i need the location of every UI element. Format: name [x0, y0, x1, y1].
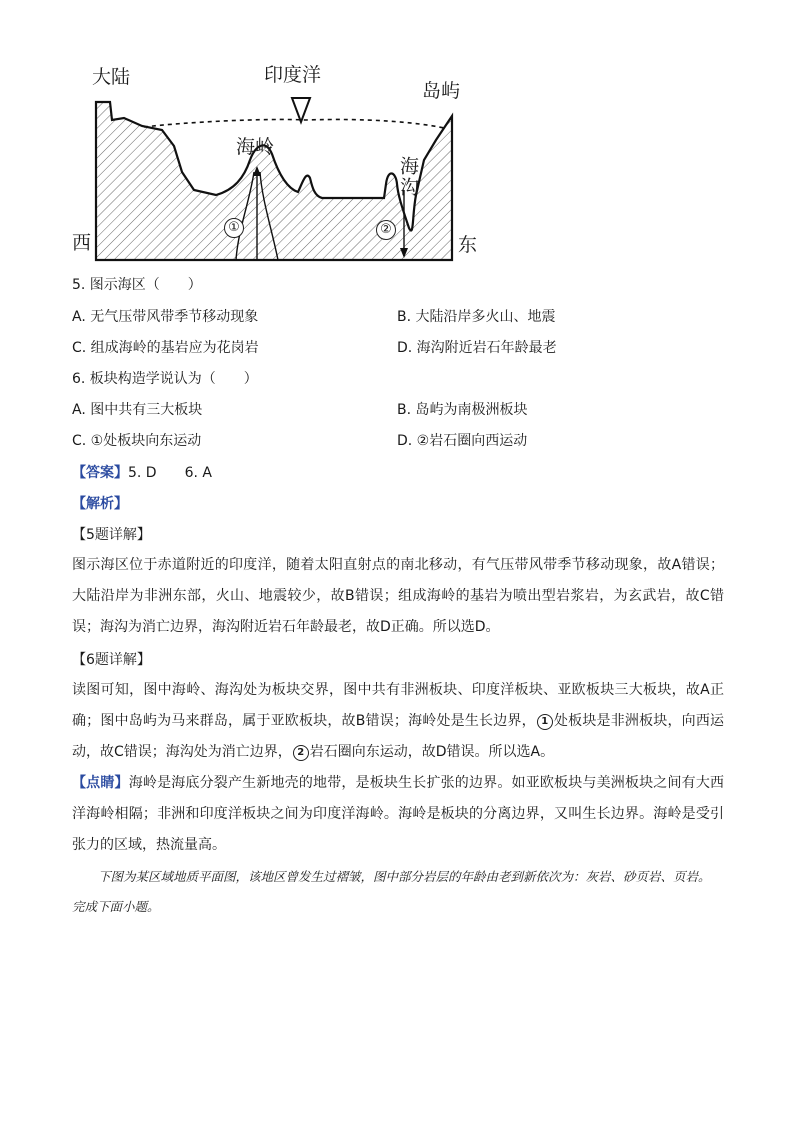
label-ocean-trench: 海沟: [397, 156, 419, 198]
tip-paragraph: [72, 768, 724, 861]
detail5-body: 图示海区位于赤道附近的印度洋，随着太阳直射点的南北移动，有气压带风带季节移动现象，故A错误；大陆沿岸为非洲东部，火山、地震较少，故B错误；组成海岭的基岩为喷出型岩浆岩，为玄武岩，故C错误；海沟为消亡边界，海沟附近岩石年龄最老，故D正确。所以选D。: [72, 557, 724, 635]
circled-1: 1: [537, 714, 553, 730]
sea-surface: [144, 119, 444, 128]
q6-option-b: B. 岛屿为南极洲板块: [397, 402, 528, 418]
q6-stem: 6. 板块构造学说认为（ ）: [72, 371, 258, 387]
label-island: 岛屿: [422, 80, 461, 102]
label-continent: 大陆: [92, 66, 131, 88]
detail6-part3: 岩石圈向东运动，故D错误。所以选A。: [309, 744, 555, 760]
detail5-heading: 【5题详解】: [72, 527, 151, 543]
ocean-cross-section-diagram: [66, 60, 486, 270]
q5-option-c: C. 组成海岭的基岩应为花岗岩: [72, 340, 259, 356]
detail6-body: [72, 675, 724, 768]
q6-option-a: A. 图中共有三大板块: [72, 402, 203, 418]
q6-option-c: C. ①处板块向东运动: [72, 433, 202, 449]
marker-2: ②: [376, 220, 396, 240]
label-east: 东: [458, 234, 478, 256]
detail6-part2: 处板块是非洲板块，向西运动，故C错误；海沟处为消亡边界，: [72, 713, 725, 760]
water-level-marker: [292, 98, 310, 122]
q5-option-d: D. 海沟附近岩石年龄最老: [397, 340, 557, 356]
next-question-context: 下图为某区域地质平面图，该地区曾发生过褶皱，图中部分岩层的年龄由老到新依次为：灰岩、砂页岩、页岩。完成下面小题。: [72, 869, 711, 914]
circled-2: 2: [293, 745, 309, 761]
analysis-label: 【解析】: [72, 496, 128, 512]
label-indian-ocean: 印度洋: [264, 64, 322, 86]
answer-line: [72, 466, 212, 480]
tip-label: 【点睛】: [72, 775, 129, 791]
label-ocean-ridge: 海岭: [236, 136, 275, 158]
label-west: 西: [72, 232, 92, 254]
answer-text: 5. D 6. A: [128, 465, 212, 481]
detail6-heading: 【6题详解】: [72, 652, 151, 668]
tip-body: 海岭是海底分裂产生新地壳的地带，是板块生长扩张的边界。如亚欧板块与美洲板块之间有大西洋海岭相隔；非洲和印度洋板块之间为印度洋海岭。海岭是板块的分离边界，又叫生长边界。海岭是受引张力的区域，热流量高。: [72, 775, 725, 853]
q5-option-a: A. 无气压带风带季节移动现象: [72, 309, 259, 325]
marker-1: ①: [224, 218, 244, 238]
detail6-part1: 读图可知，图中海岭、海沟处为板块交界，图中共有非洲板块、印度洋板块、亚欧板块三大板块，故A正确；图中岛屿为马来群岛，属于亚欧板块，故B错误；海岭处是生长边界，: [72, 682, 724, 729]
q6-option-d: D. ②岩石圈向西运动: [397, 433, 528, 449]
answer-label: 【答案】: [72, 465, 128, 481]
q5-option-b: B. 大陆沿岸多火山、地震: [397, 309, 556, 325]
q5-stem: 5. 图示海区（ ）: [72, 277, 202, 293]
